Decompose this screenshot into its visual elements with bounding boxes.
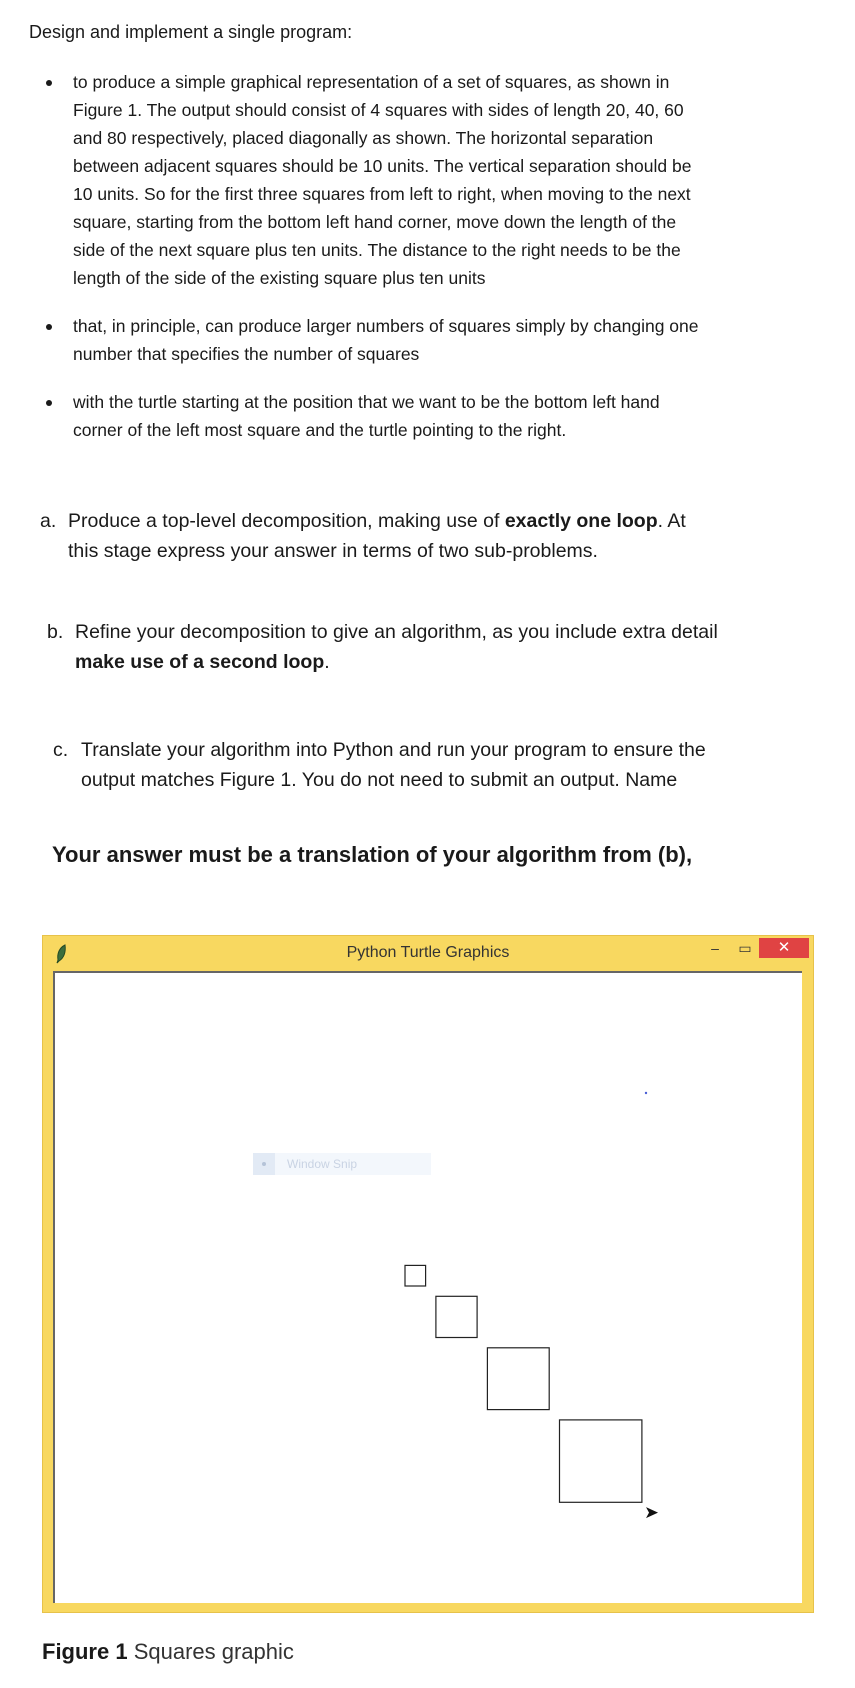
- squares-drawing: [55, 973, 802, 1603]
- stray-dot: [645, 1092, 647, 1094]
- turtle-canvas: [53, 971, 802, 1603]
- requirements-list: [29, 68, 709, 464]
- minimize-button[interactable]: –: [711, 940, 719, 956]
- list-item: with the turtle starting at the position that we want to be the bottom left hand corner of the left most square and the turtle pointing to the right.: [29, 388, 709, 444]
- question-b: b. Refine your decomposition to give an algorithm, as you include extra detail make use of a second loop.: [47, 617, 727, 677]
- figure-caption: [42, 1639, 294, 1665]
- window-title: Python Turtle Graphics: [346, 944, 510, 961]
- emphasis: exactly one loop: [504, 510, 658, 532]
- square-1: [405, 1265, 426, 1286]
- intro-text: Design and implement a single program:: [29, 22, 353, 42]
- caption-text: Squares graphic: [127, 1639, 294, 1664]
- square-2: [436, 1296, 477, 1337]
- question-label: b.: [47, 621, 64, 643]
- square-3: [487, 1348, 549, 1410]
- question-label: c.: [53, 739, 69, 761]
- turtle-cursor-icon: [646, 1507, 658, 1518]
- emphasis: make use of a second loop: [75, 651, 325, 673]
- list-item: to produce a simple graphical representation of a set of squares, as shown in Figure 1. The output should consist of 4 squares with sides of length 20, 40, 60 and 80 respectively, placed diagonally as shown. The horizontal separation between adjacent squares should be 10 units. The vertical separation should be 10 units. So for the first three squares from left to right, when moving to the next square, starting from the bottom left hand corner, move down the length of the side of the next square plus ten units. The distance to the right needs to be the length of the side of the existing square plus ten units: [29, 68, 709, 292]
- bullet-icon: [46, 324, 52, 330]
- question-label: a.: [40, 510, 57, 532]
- list-item: that, in principle, can produce larger numbers of squares simply by changing one number that specifies the number of squares: [29, 312, 709, 368]
- square-4: [560, 1420, 642, 1502]
- caption-label: Figure 1: [42, 1639, 128, 1664]
- question-c: c. Translate your algorithm into Python and run your program to ensure the output matches Figure 1. You do not need to submit an output. Name: [53, 735, 743, 795]
- bullet-icon: [46, 400, 52, 406]
- window-snip-overlay: [253, 1153, 431, 1175]
- answer-note: Your answer must be a translation of your algorithm from (b),: [52, 842, 693, 867]
- question-a: a. Produce a top-level decomposition, making use of exactly one loop. At this stage express your answer in terms of two sub-problems.: [40, 506, 720, 566]
- bullet-icon: [46, 80, 52, 86]
- title-bar[interactable]: [43, 936, 813, 970]
- window-snip-label: Window Snip: [287, 1157, 358, 1171]
- close-button[interactable]: ✕: [759, 938, 809, 958]
- turtle-window: [42, 935, 814, 1613]
- maximize-button[interactable]: ▭: [738, 940, 752, 956]
- squares-group: [405, 1265, 642, 1502]
